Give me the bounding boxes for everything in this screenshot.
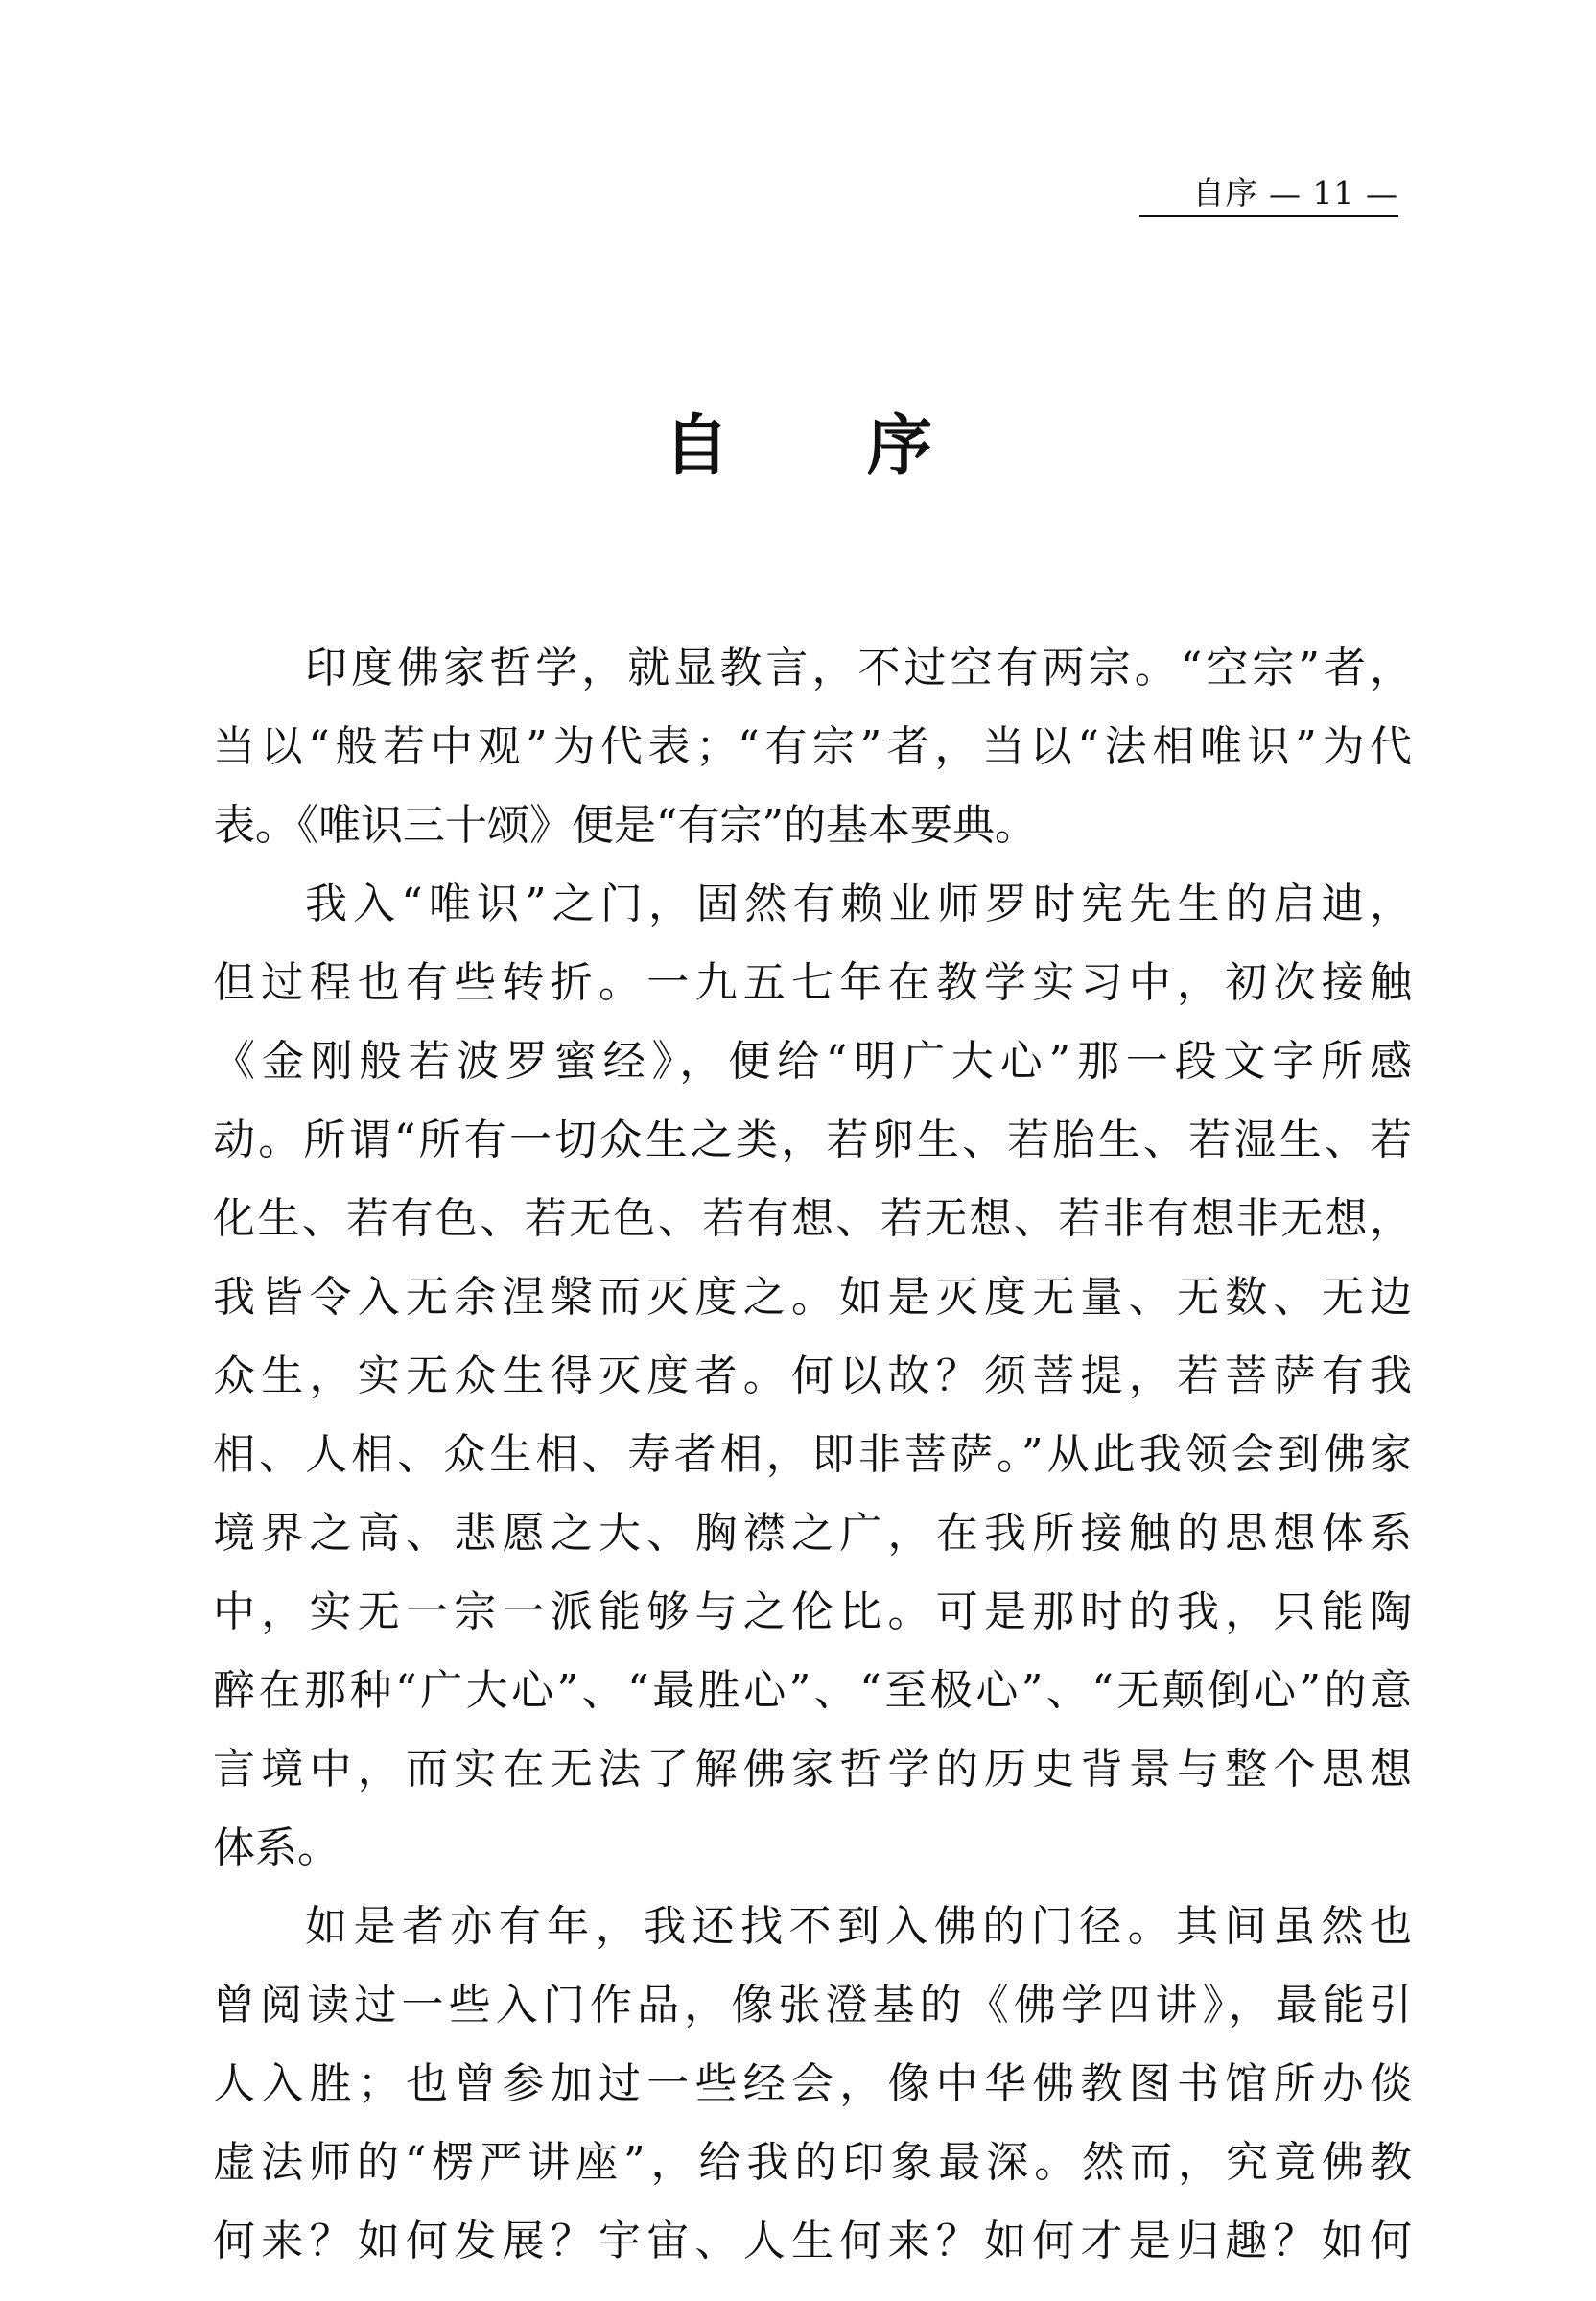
text-line: 印度佛家哲学，就显教言，不过空有两宗。“空宗”者， [305,644,1412,693]
text-line: 《金刚般若波罗蜜经》，便给“明广大心”那一段文字所感 [213,1037,1412,1086]
text-line: 何来？如何发展？宇宙、人生何来？如何才是归趣？如何 [213,2217,1412,2266]
text-line: 相、人相、众生相、寿者相，即非菩萨。”从此我领会到佛家 [213,1430,1412,1479]
text-line: 醉在那种“广大心”、“最胜心”、“至极心”、“无颠倒心”的意 [213,1666,1412,1715]
text-line: 动。所谓“所有一切众生之类，若卵生、若胎生、若湿生、若 [213,1115,1412,1164]
page-title: 自 序 [664,408,990,484]
text-line: 化生、若有色、若无色、若有想、若无想、若非有想非无想， [213,1194,1412,1243]
text-line: 如是者亦有年，我还找不到入佛的门径。其间虽然也 [305,1902,1412,1951]
text-line: 言境中，而实在无法了解佛家哲学的历史背景与整个思想 [213,1745,1412,1794]
text-line: 虚法师的“楞严讲座”，给我的印象最深。然而，究竟佛教 [213,2138,1412,2187]
text-line: 我皆令入无余涅槃而灭度之。如是灭度无量、无数、无边 [213,1273,1412,1322]
text-line: 表。《唯识三十颂》便是“有宗”的基本要典。 [213,801,1037,850]
text-line: 人入胜；也曾参加过一些经会，像中华佛教图书馆所办倓 [213,2059,1412,2108]
text-line: 当以“般若中观”为代表；“有宗”者，当以“法相唯识”为代 [213,722,1412,771]
running-header: 自序 — 11 — [1139,173,1398,217]
body-text [213,629,1412,2281]
text-line: 曾阅读过一些入门作品，像张澄基的《佛学四讲》，最能引 [213,1981,1412,2030]
text-line: 体系。 [213,1823,340,1872]
text-line: 境界之高、悲愿之大、胸襟之广，在我所接触的思想体系 [213,1509,1412,1558]
text-line: 但过程也有些转折。一九五七年在教学实习中，初次接触 [213,958,1412,1007]
text-line: 我入“唯识”之门，固然有赖业师罗时宪先生的启迪， [305,880,1412,928]
text-line: 众生，实无众生得灭度者。何以故？须菩提，若菩萨有我 [213,1351,1412,1400]
text-line: 中，实无一宗一派能够与之伦比。可是那时的我，只能陶 [213,1587,1412,1636]
